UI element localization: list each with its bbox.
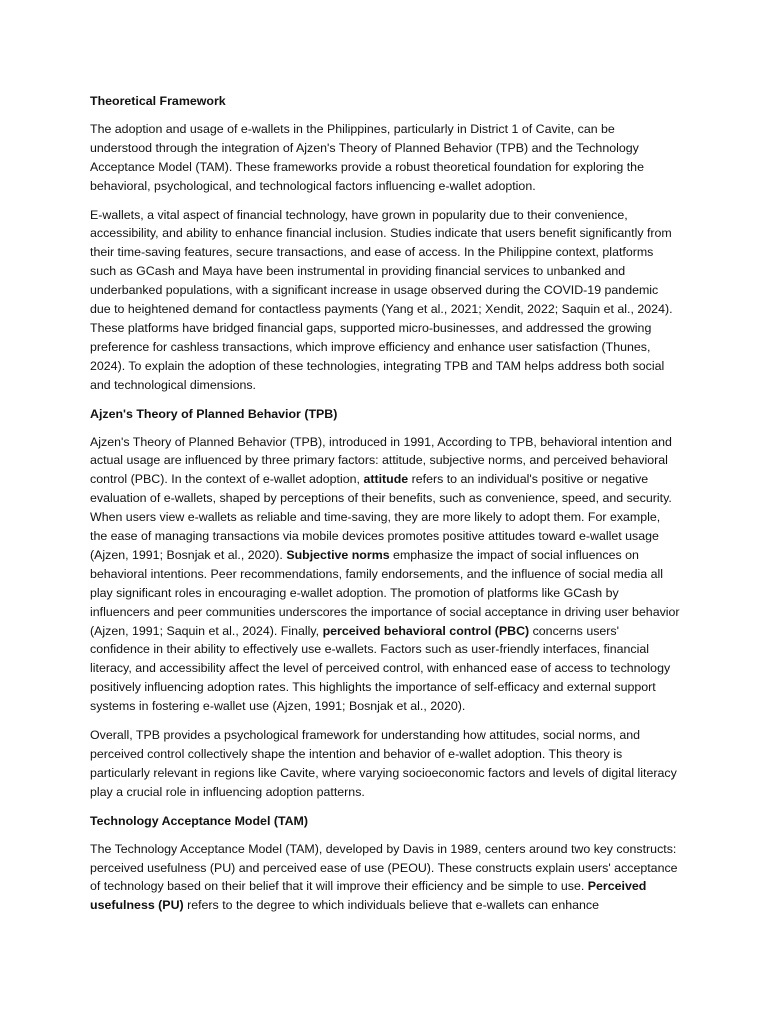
intro-paragraph: The adoption and usage of e-wallets in the Philippines, particularly in District 1 of Cavite, can be understood through the integration of Ajzen's Theory of Planned Behavior (TPB) and the Technology Acceptance Model (TAM). These frameworks provide a robust theoretical foundation for exploring the behavioral, psychological, and technological factors influencing e-wallet adoption.: [90, 121, 644, 193]
tpb-heading: Ajzen's Theory of Planned Behavior (TPB): [90, 406, 338, 421]
tpb-text-e: concerns users' confidence in their ability to effectively use e-wallets. Factors such as user-friendly interfaces, financial literacy, and accessibility affect the level of perceived control, with enhanced ease of access to technology positively influencing adoption rates. This highlights the importance of self-efficacy and external support systems in fostering e-wallet use (Ajzen, 1991; Bosnjak et al., 2020).: [90, 623, 671, 714]
ewallets-paragraph: E-wallets, a vital aspect of financial technology, have grown in popularity due to their convenience, accessibility, and ability to enhance financial inclusion. Studies indicate that users benefit significantly from their time-saving features, secure transactions, and ease of access. In the Philippine context, platforms such as GCash and Maya have been instrumental in providing financial services to unbanked and underbanked populations, with a significant increase in usage observed during the COVID-19 pandemic due to heightened demand for contactless payments (Yang et al., 2021; Xendit, 2022; Saquin et al., 2024). These platforms have bridged financial gaps, supported micro-businesses, and addressed the growing preference for cashless transactions, which improve efficiency and enhance user satisfaction (Thunes, 2024). To explain the adoption of these technologies, integrating TPB and TAM helps address both social and technological dimensions.: [90, 207, 673, 392]
term-perceived-usefulness: Perceived usefulness (PU): [90, 879, 647, 913]
section-title: Theoretical Framework: [90, 94, 226, 108]
tpb-text-a: Ajzen's Theory of Planned Behavior (TPB), introduced in 1991, According to TPB, behavioral intention and actual usage are influenced by three primary factors: attitude, subjective norms, and perceived behavioral control (PBC). In the context of e-wallet adoption,: [90, 434, 672, 487]
tpb-paragraph-1: [90, 433, 680, 717]
term-subjective-norms: Subjective norms: [286, 547, 390, 562]
tpb-text-c: refers to an individual's positive or negative evaluation of e-wallets, shaped by perceptions of their benefits, such as convenience, speed, and security. When users view e-wallets as reliable and time-saving, they are more likely to adopt them. For example, the ease of managing transactions via mobile devices promotes positive attitudes toward e-wallet usage (Ajzen, 1991; Bosnjak et al., 2020).: [90, 472, 672, 562]
tpb-paragraph-2: Overall, TPB provides a psychological framework for understanding how attitudes, social norms, and perceived control collectively shape the intention and behavior of e-wallet adoption. This theory is particularly relevant in regions like Cavite, where varying socioeconomic factors and levels of digital literacy play a crucial role in influencing adoption patterns.: [90, 728, 677, 799]
tam-text-a: The Technology Acceptance Model (TAM), developed by Davis in 1989, centers around two key constructs: perceived usefulness (PU) and perceived ease of use (PEOU). These constructs explain users' acceptance of technology based on their belief that it will improve their efficiency and be simple to use.: [90, 841, 678, 894]
document-page: [90, 92, 680, 925]
tam-paragraph-1: [90, 840, 680, 916]
tpb-text-d: emphasize the impact of social influences on behavioral intentions. Peer recommendations, family endorsements, and the influence of social media all play significant roles in encouraging e-wallet adoption. The promotion of platforms like GCash by influencers and peer communities underscores the importance of social acceptance in driving user behavior (Ajzen, 1991; Saquin et al., 2024). Finally,: [90, 547, 680, 638]
tam-text-c: refers to the degree to which individuals believe that e-wallets can enhance: [183, 898, 599, 913]
term-pbc: perceived behavioral control (PBC): [322, 623, 530, 638]
tam-heading: Technology Acceptance Model (TAM): [90, 813, 308, 828]
term-attitude: attitude: [363, 472, 409, 487]
